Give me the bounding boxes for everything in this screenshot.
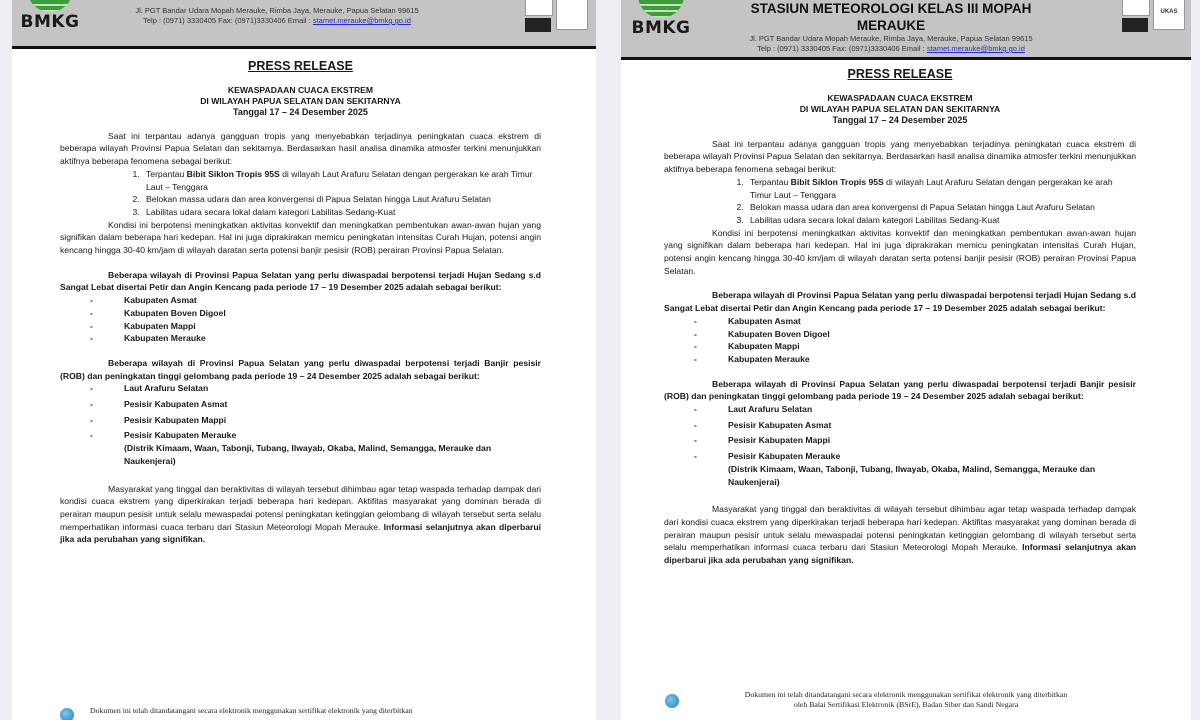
bmkg-logo — [631, 0, 691, 38]
list-item: - Kabupaten Boven Digoel — [694, 328, 1136, 341]
letterhead — [621, 0, 1191, 60]
list-item: - Pesisir Kabupaten Asmat — [90, 398, 541, 411]
rob-regions-list — [60, 382, 541, 467]
bsre-seal-icon — [665, 694, 679, 708]
list-item: - Kabupaten Mappi — [90, 320, 541, 333]
bmkg-logo — [20, 0, 80, 32]
list-item: - Kabupaten Asmat — [694, 315, 1136, 328]
rob-districts: (Distrik Kimaam, Waan, Tabonji, Tubang, Ilwayab, Okaba, Malind, Semangga, Merauke dan Naukenjerai) — [124, 443, 492, 466]
press-release-heading: PRESS RELEASE — [847, 67, 953, 81]
ukas-badge-icon — [556, 0, 588, 30]
list-item: - Pesisir Kabupaten Merauke (Distrik Kimaam, Waan, Tabonji, Tubang, Ilwayab, Okaba, Malind, Semangga, Merauke dan Naukenjerai) — [694, 450, 1136, 488]
conditions-paragraph: Kondisi ini berpotensi meningkatkan aktivitas konvektif dan meningkatkan pembentukan awan-awan hujan yang signifikan dalam beberapa hari kedepan. Hal ini juga diprakirakan memicu peningkatan intensitas Curah Hujan, potensi angin kencang hingga 30-40 km/jam di wilayah daratan serta potensi banjir pesisir (ROB) perairan Provinsi Papua Selatan. — [60, 219, 541, 256]
document-subtitle — [664, 93, 1136, 126]
iso-badge-icon — [1122, 0, 1150, 16]
subtitle-line-2: DI WILAYAH PAPUA SELATAN DAN SEKITARNYA — [799, 103, 1001, 114]
bmkg-logo-text: BMKG — [20, 12, 80, 32]
list-item: - Kabupaten Merauke — [694, 353, 1136, 366]
signature-line-1: Dokumen ini telah ditandatangani secara elektronik menggunakan sertifikat elektronik yang diterbitkan — [90, 706, 413, 715]
rob-warning-paragraph: Beberapa wilayah di Provinsi Papua Selatan yang perlu diwaspadai berpotensi terjadi Banjir pesisir (ROB) dan peningkatan tinggi gelombang pada periode 19 – 24 Desember 2025 adalah sebagai berikut: — [664, 378, 1136, 402]
bsre-seal-icon — [60, 708, 74, 720]
subtitle-line-2: DI WILAYAH PAPUA SELATAN DAN SEKITARNYA — [200, 95, 401, 106]
contact — [716, 44, 1066, 54]
list-item: - Laut Arafuru Selatan — [90, 382, 541, 395]
closing-paragraph: Masyarakat yang tinggal dan beraktivitas di wilayah tersebut dihimbau agar tetap waspada terhadap dampak dari kondisi cuaca ekstrem yang diperkirakan terjadi beberapa hari kedepan. Aktifitas masyarakat yang dominan berada di perairan maupun pesisir untuk selalu mewaspadai potensi peningkatan ketinggian gelombang di wilayah tersebut serta selalu memperhatikan informasi cuaca terbaru dari Stasiun Meteorologi Mopah Merauke. Informasi selanjutnya akan diperbarui jika ada perubahan yang signifikan. — [664, 504, 1136, 566]
document-page-right — [621, 0, 1191, 720]
bmkg-globe-icon — [27, 0, 73, 12]
list-item: 2. Belokan massa udara dan area konvergensi di Papua Selatan hingga Laut Arafuru Selatan — [142, 193, 541, 206]
list-item: 1. Terpantau Bibit Siklon Tropis 95S di wilayah Laut Arafuru Selatan dengan pergerakan ke arah Timur Laut – Tenggara — [746, 176, 1136, 201]
date-range: Tanggal 17 – 24 Desember 2025 — [832, 114, 968, 125]
document-subtitle — [60, 85, 541, 118]
list-item: 3. Labilitas udara secara lokal dalam kategori Labilitas Sedang-Kuat — [142, 206, 541, 219]
bmkg-globe-icon — [638, 0, 684, 18]
certification-badges — [525, 0, 588, 32]
subtitle-line-1: KEWASPADAAN CUACA EKSTREM — [827, 92, 973, 103]
list-item: - Pesisir Kabupaten Mappi — [694, 434, 1136, 447]
rob-districts: (Distrik Kimaam, Waan, Tabonji, Tubang, Ilwayab, Okaba, Malind, Semangga, Merauke dan Naukenjerai) — [728, 463, 1096, 487]
list-item: - Kabupaten Boven Digoel — [90, 307, 541, 320]
iso-badge-icon — [525, 0, 553, 16]
document-body — [12, 60, 596, 546]
list-item: - Kabupaten Mappi — [694, 340, 1136, 353]
phenomena-list — [664, 176, 1136, 227]
list-item: - Pesisir Kabupaten Mappi — [90, 414, 541, 427]
contact-phone-fax: Telp : (0971) 3330405 Fax: (0971)3330406 Email : — [757, 44, 927, 53]
conditions-paragraph: Kondisi ini berpotensi meningkatkan aktivitas konvektif dan meningkatkan pembentukan awan-awan hujan yang signifikan dalam beberapa hari kedepan. Hal ini juga diprakirakan memicu peningkatan intensitas Curah Hujan, potensi angin kencang hingga 30-40 km/jam di wilayah daratan serta potensi banjir pesisir (ROB) perairan Provinsi Papua Selatan. — [664, 227, 1136, 276]
rain-regions-list — [664, 315, 1136, 366]
document-page-left — [12, 0, 596, 720]
signature-line-2: oleh Balai Sertifikasi Elektronik (BSrE), Badan Siber dan Sandi Negara — [793, 700, 1019, 709]
list-item: - Kabupaten Asmat — [90, 294, 541, 307]
list-item: 1. Terpantau Bibit Siklon Tropis 95S di wilayah Laut Arafuru Selatan dengan pergerakan ke arah Timur Laut – Tenggara — [142, 168, 541, 193]
rain-warning-paragraph: Beberapa wilayah di Provinsi Papua Selatan yang perlu diwaspadai berpotensi terjadi Hujan Sedang s.d Sangat Lebat disertai Petir dan Angin Kencang pada periode 17 – 19 Desember 2025 adalah sebagai berikut: — [60, 269, 541, 293]
letterhead — [12, 0, 596, 49]
e-signature-note — [621, 690, 1191, 710]
email-link[interactable]: stamet.merauke@bmkg.go.id — [312, 16, 411, 25]
e-signature-note — [12, 706, 596, 716]
ukas-badge-icon: UKAS — [1153, 0, 1185, 30]
rob-warning-paragraph: Beberapa wilayah di Provinsi Papua Selatan yang perlu diwaspadai berpotensi terjadi Banjir pesisir (ROB) dan peningkatan tinggi gelombang pada periode 19 – 24 Desember 2025 adalah sebagai berikut: — [60, 357, 541, 381]
subtitle-line-1: KEWASPADAAN CUACA EKSTREM — [227, 84, 374, 95]
list-item: - Pesisir Kabupaten Merauke (Distrik Kimaam, Waan, Tabonji, Tubang, Ilwayab, Okaba, Malind, Semangga, Merauke dan Naukenjerai) — [90, 429, 541, 467]
rain-warning-paragraph: Beberapa wilayah di Provinsi Papua Selatan yang perlu diwaspadai berpotensi terjadi Hujan Sedang s.d Sangat Lebat disertai Petir dan Angin Kencang pada periode 17 – 19 Desember 2025 adalah sebagai berikut: — [664, 290, 1136, 314]
letterhead-text — [107, 6, 447, 26]
intro-paragraph: Saat ini terpantau adanya gangguan tropis yang menyebabkan terjadinya peningkatan cuaca ekstrem di beberapa wilayah Provinsi Papua Selatan dan sekitarnya. Berdasarkan hasil analisa dinamika atmosfer terkini menunjukkan aktifnya beberapa fenomena sebagai berikut: — [664, 138, 1136, 175]
signature-line-1: Dokumen ini telah ditandatangani secara elektronik menggunakan sertifikat elektronik yang diterbitkan — [744, 690, 1068, 699]
document-body — [621, 68, 1191, 567]
letterhead-text — [716, 0, 1066, 54]
email-link[interactable]: stamet.merauke@bmkg.go.id — [926, 44, 1025, 53]
quality-management-badge-icon — [525, 18, 551, 32]
intro-paragraph: Saat ini terpantau adanya gangguan tropis yang menyebabkan terjadinya peningkatan cuaca ekstrem di beberapa wilayah Provinsi Papua Selatan dan sekitarnya. Berdasarkan hasil analisa dinamika atmosfer terkini menunjukkan aktifnya beberapa fenomena sebagai berikut: — [60, 130, 541, 167]
list-item: - Laut Arafuru Selatan — [694, 403, 1136, 416]
rain-regions-list — [60, 294, 541, 345]
quality-management-badge-icon — [1122, 18, 1148, 32]
closing-paragraph: Masyarakat yang tinggal dan beraktivitas di wilayah tersebut dihimbau agar tetap waspada terhadap dampak dari kondisi cuaca ekstrem yang diperkirakan terjadi beberapa hari kedepan. Aktifitas masyarakat yang dominan berada di perairan maupun pesisir untuk selalu mewaspadai potensi peningkatan ketinggian gelombang di wilayah tersebut serta selalu memperhatikan informasi cuaca terbaru dari Stasiun Meteorologi Mopah Merauke. Informasi selanjutnya akan diperbarui jika ada perubahan yang signifikan. — [60, 483, 541, 545]
contact — [107, 16, 447, 26]
rob-regions-list — [664, 403, 1136, 488]
list-item: - Pesisir Kabupaten Asmat — [694, 419, 1136, 432]
list-item: 2. Belokan massa udara dan area konvergensi di Papua Selatan hingga Laut Arafuru Selatan — [746, 201, 1136, 214]
station-name: STASIUN METEOROLOGI KELAS III MOPAH MERAUKE — [750, 1, 1032, 33]
contact-phone-fax: Telp : (0971) 3330405 Fax: (0971)3330406 Email : — [143, 16, 313, 25]
list-item: - Kabupaten Merauke — [90, 332, 541, 345]
bmkg-logo-text: BMKG — [631, 18, 691, 38]
address: Jl. PGT Bandar Udara Mopah Merauke, Rimba Jaya, Merauke, Papua Selatan 99615 — [749, 34, 1033, 43]
list-item: 3. Labilitas udara secara lokal dalam kategori Labilitas Sedang-Kuat — [746, 214, 1136, 227]
date-range: Tanggal 17 – 24 Desember 2025 — [233, 106, 368, 117]
address: Jl. PGT Bandar Udara Mopah Merauke, Rimba Jaya, Merauke, Papua Selatan 99615 — [135, 6, 419, 15]
phenomena-list — [60, 168, 541, 219]
certification-badges — [1122, 0, 1185, 32]
press-release-heading: PRESS RELEASE — [248, 59, 353, 73]
